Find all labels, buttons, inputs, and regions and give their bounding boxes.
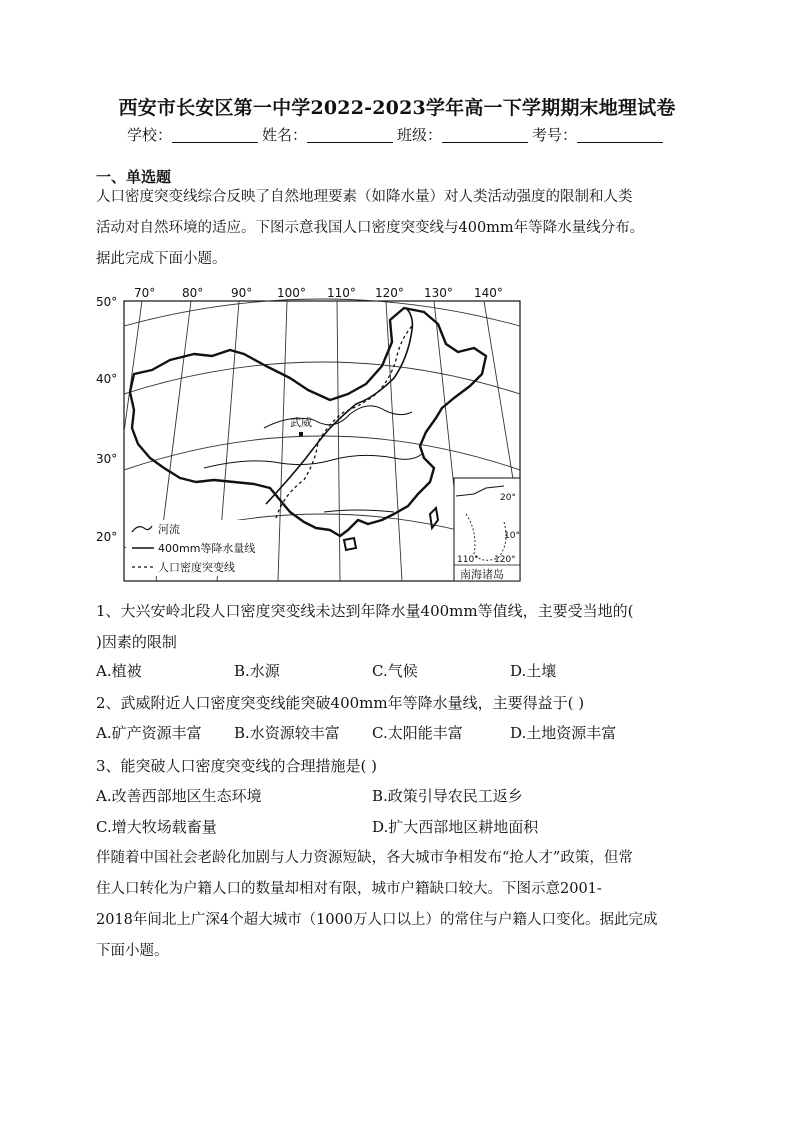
question-3-stem: 3、能突破人口密度突变线的合理措施是( ) [96, 757, 378, 775]
legend-river-label: 河流 [158, 523, 180, 536]
name-label: 姓名： [261, 126, 307, 144]
inset-lat-label: 20° [500, 493, 516, 503]
south-china-sea-inset [454, 478, 520, 581]
lon-label: 100° [277, 286, 306, 300]
hainan-island [344, 538, 356, 550]
legend-density-label: 人口密度突变线 [158, 561, 235, 574]
student-info-line [0, 124, 794, 145]
lon-label: 110° [327, 286, 356, 300]
question-2-options [96, 722, 706, 746]
question-1-stem: 1、大兴安岭北段人口密度突变线未达到年降水量400mm等值线，主要受当地的( [96, 602, 634, 620]
lon-label: 120° [375, 286, 404, 300]
lon-label: 80° [182, 286, 204, 300]
option-d[interactable]: D.土壤 [510, 662, 557, 680]
lon-label: 140° [474, 286, 503, 300]
question-2-stem: 2、武威附近人口密度突变线能突破400mm年等降水量线，主要得益于( ) [96, 694, 585, 712]
option-d[interactable]: D.扩大西部地区耕地面积 [372, 818, 539, 836]
question-1 [96, 596, 706, 658]
wuwei-label: 武威 [290, 416, 312, 429]
passage-1-line: 活动对自然环境的适应。下图示意我国人口密度突变线与400mm年等降水量线分布。 [96, 220, 645, 236]
number-blank[interactable] [577, 127, 663, 143]
number-label: 考号： [532, 126, 578, 144]
latitude-labels [96, 295, 117, 544]
option-d[interactable]: D.土地资源丰富 [510, 724, 617, 742]
question-2 [96, 688, 706, 719]
option-b[interactable]: B.水资源较丰富 [234, 724, 340, 742]
legend-isohyet-label: 400mm等降水量线 [158, 542, 256, 555]
lat-label: 30° [96, 452, 118, 466]
inset-lon-label: 110° [457, 555, 479, 565]
option-c[interactable]: C.太阳能丰富 [372, 724, 463, 742]
passage-1-line: 人口密度突变线综合反映了自然地理要素（如降水量）对人类活动强度的限制和人类 [96, 189, 633, 205]
lon-label: 70° [134, 286, 156, 300]
passage-2-line: 2018年间北上广深4个超大城市（1000万人口以上）的常住与户籍人口变化。据此完成 [96, 912, 658, 928]
passage-2-line: 住人口转化为户籍人口的数量却相对有限，城市户籍缺口较大。下图示意2001- [96, 881, 602, 897]
lat-label: 50° [96, 295, 118, 309]
china-map-figure [94, 282, 524, 584]
inset-title: 南海诸岛 [460, 568, 504, 581]
question-1-options [96, 660, 706, 684]
option-b[interactable]: B.政策引导农民工返乡 [372, 787, 523, 805]
school-blank[interactable] [172, 127, 258, 143]
wuwei-marker [299, 432, 303, 436]
class-label: 班级： [397, 126, 443, 144]
passage-2-line: 下面小题。 [96, 943, 169, 959]
longitude-labels [134, 286, 503, 300]
question-3-options-row2 [96, 816, 706, 840]
passage-2-line: 伴随着中国社会老龄化加剧与人力资源短缺，各大城市争相发布“抢人才”政策，但常 [96, 850, 633, 866]
page-title: 西安市长安区第一中学2022-2023学年高一下学期期末地理试卷 [118, 97, 676, 119]
map-legend [126, 520, 258, 576]
lon-label: 90° [231, 286, 253, 300]
option-c[interactable]: C.增大牧场载畜量 [96, 818, 217, 836]
option-a[interactable]: A.矿产资源丰富 [96, 724, 202, 742]
question-3 [96, 751, 706, 782]
inset-lon-label: 120° [494, 555, 516, 565]
passage-1 [96, 182, 702, 275]
river-pearl [324, 510, 394, 512]
inset-lat-label: 10° [504, 531, 520, 541]
option-a[interactable]: A.改善西部地区生态环境 [96, 787, 262, 805]
river-yangtze [204, 454, 422, 468]
question-3-options-row1 [96, 785, 706, 809]
option-c[interactable]: C.气候 [372, 662, 418, 680]
option-b[interactable]: B.水源 [234, 662, 280, 680]
class-blank[interactable] [442, 127, 528, 143]
name-blank[interactable] [307, 127, 393, 143]
option-a[interactable]: A.植被 [96, 662, 142, 680]
section-title: 一、单选题 [96, 168, 172, 186]
passage-2 [96, 843, 702, 967]
lon-label: 130° [424, 286, 453, 300]
school-label: 学校： [126, 126, 172, 144]
lat-label: 20° [96, 530, 118, 544]
passage-1-line: 据此完成下面小题。 [96, 251, 227, 267]
lat-label: 40° [96, 372, 118, 386]
question-1-stem-cont: )因素的限制 [96, 633, 177, 651]
